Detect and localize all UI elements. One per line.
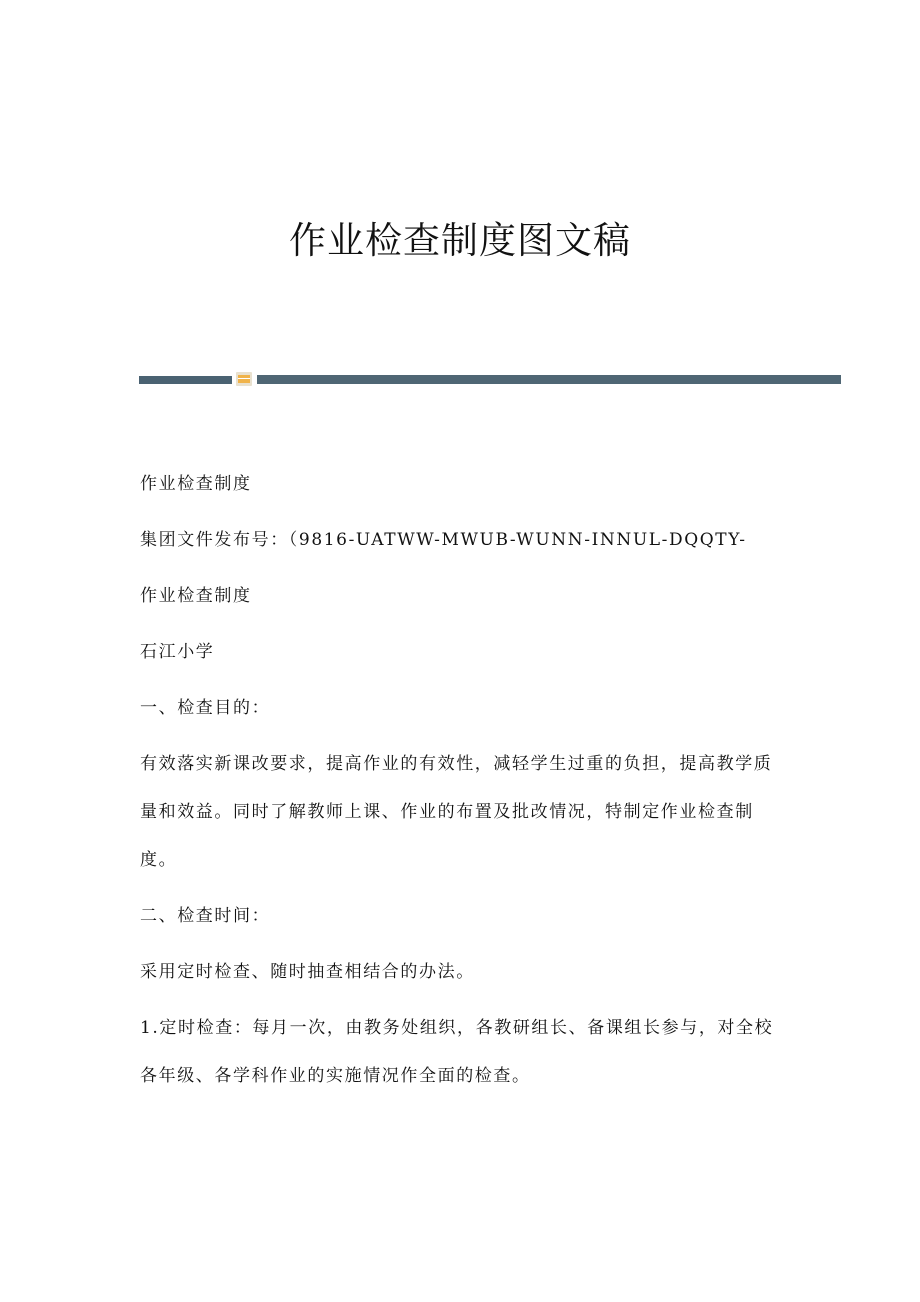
time-method-line: 采用定时检查、随时抽查相结合的办法。: [140, 962, 475, 982]
heading-doc-name: 作业检查制度: [140, 474, 252, 494]
divider-bar-right: [257, 375, 841, 384]
heading-doc-name-repeat: 作业检查制度: [140, 586, 252, 606]
document-title: 作业检查制度图文稿: [289, 219, 631, 262]
section-heading-time: 二、检查时间：: [140, 906, 271, 926]
purpose-paragraph-line-3: 度。: [140, 850, 178, 870]
file-number-line: 集团文件发布号：（9816-UATWW-MWUB-WUNN-INNUL-DQQTY-: [140, 530, 747, 550]
scheduled-check-line-1: 1.定时检查：每月一次，由教务处组织，各教研组长、备课组长参与，对全校: [140, 1018, 774, 1038]
divider-bar-left: [139, 376, 232, 384]
scheduled-check-line-2: 各年级、各学科作业的实施情况作全面的检查。: [140, 1066, 531, 1086]
purpose-paragraph-line-2: 量和效益。同时了解教师上课、作业的布置及批改情况，特制定作业检查制: [140, 802, 754, 822]
school-name: 石江小学: [140, 642, 215, 662]
title-divider: [139, 372, 841, 386]
section-heading-purpose: 一、检查目的：: [140, 698, 271, 718]
purpose-paragraph-line-1: 有效落实新课改要求，提高作业的有效性，减轻学生过重的负担，提高教学质: [140, 754, 773, 774]
divider-emblem-icon: [236, 372, 252, 386]
